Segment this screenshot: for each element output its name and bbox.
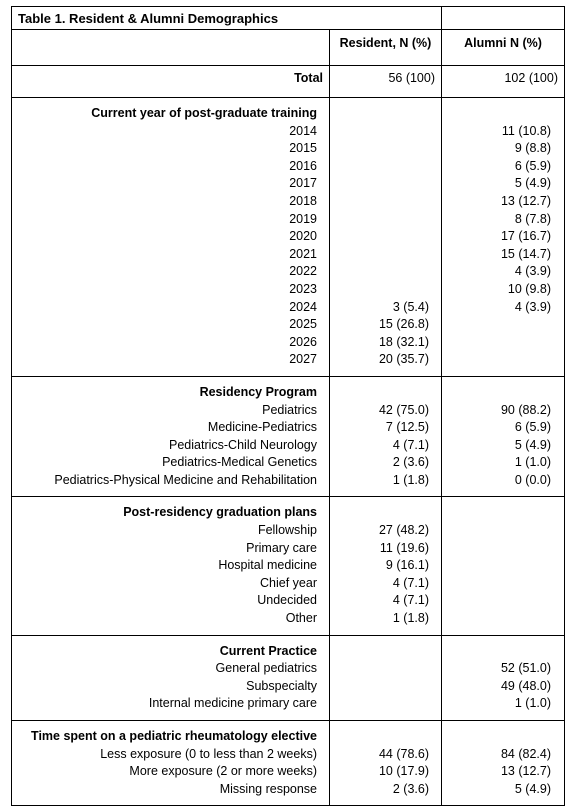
alumni-value: 5 (4.9) bbox=[514, 176, 551, 191]
alumni-value: 10 (9.8) bbox=[507, 281, 551, 296]
section-alumni-cell bbox=[442, 497, 565, 635]
header-row bbox=[12, 30, 565, 66]
alumni-column-header: Alumni N (%) bbox=[442, 30, 565, 66]
alumni-value: 84 (82.4) bbox=[500, 746, 551, 761]
section-heading: Current year of post-graduate training bbox=[91, 106, 317, 120]
section-row bbox=[12, 98, 565, 377]
row-label: Subspecialty bbox=[246, 678, 317, 693]
resident-value bbox=[330, 193, 441, 211]
resident-value: 18 (32.1) bbox=[378, 334, 429, 349]
table-title: Table 1. Resident & Alumni Demographics bbox=[12, 7, 442, 30]
row-label: 2018 bbox=[289, 193, 317, 208]
row-label: Undecided bbox=[257, 593, 317, 608]
resident-value bbox=[330, 246, 441, 264]
row-label: 2014 bbox=[289, 123, 317, 138]
section-heading: Current Practice bbox=[219, 643, 317, 658]
alumni-value bbox=[442, 522, 564, 540]
alumni-value: 5 (4.9) bbox=[514, 437, 551, 452]
alumni-value: 11 (10.8) bbox=[501, 123, 551, 138]
resident-value: 9 (16.1) bbox=[385, 558, 429, 573]
row-label: More exposure (2 or more weeks) bbox=[129, 764, 317, 779]
row-label: Pediatrics-Child Neurology bbox=[169, 437, 317, 452]
spacer bbox=[442, 384, 564, 402]
resident-value: 11 (19.6) bbox=[379, 540, 429, 555]
row-label: Pediatrics bbox=[262, 402, 317, 417]
alumni-value: 6 (5.9) bbox=[514, 420, 551, 435]
alumni-value: 8 (7.8) bbox=[514, 211, 551, 226]
resident-value: 2 (3.6) bbox=[392, 455, 429, 470]
section-alumni-cell bbox=[442, 376, 565, 497]
spacer bbox=[330, 643, 441, 661]
row-label: 2020 bbox=[289, 229, 317, 244]
section-heading: Post-residency graduation plans bbox=[123, 505, 317, 520]
row-label: General pediatrics bbox=[215, 661, 317, 676]
section-resident-cell bbox=[330, 721, 442, 806]
row-label: 2022 bbox=[289, 264, 317, 279]
row-label: 2023 bbox=[289, 281, 317, 296]
alumni-value bbox=[442, 610, 564, 628]
resident-value bbox=[330, 695, 441, 713]
row-label: Less exposure (0 to less than 2 weeks) bbox=[100, 746, 317, 761]
resident-value: 15 (26.8) bbox=[378, 317, 429, 332]
resident-value: 7 (12.5) bbox=[385, 420, 429, 435]
row-label: 2015 bbox=[289, 141, 317, 156]
resident-value bbox=[330, 678, 441, 696]
row-label: Medicine-Pediatrics bbox=[207, 420, 317, 435]
resident-value bbox=[330, 263, 441, 281]
resident-value: 3 (5.4) bbox=[392, 299, 429, 314]
resident-value bbox=[330, 175, 441, 193]
alumni-value: 52 (51.0) bbox=[500, 661, 551, 676]
resident-value bbox=[330, 123, 441, 141]
row-label: 2026 bbox=[289, 334, 317, 349]
spacer bbox=[442, 643, 564, 661]
alumni-value: 1 (1.0) bbox=[514, 696, 551, 711]
resident-value: 27 (48.2) bbox=[378, 523, 429, 538]
alumni-value bbox=[442, 592, 564, 610]
alumni-value: 5 (4.9) bbox=[514, 781, 551, 796]
alumni-value: 6 (5.9) bbox=[514, 158, 551, 173]
section-heading: Time spent on a pediatric rheumatology elective bbox=[31, 729, 317, 743]
row-label: Missing response bbox=[219, 781, 317, 796]
section-row bbox=[12, 497, 565, 635]
alumni-value: 90 (88.2) bbox=[500, 402, 551, 417]
row-label: Internal medicine primary care bbox=[148, 696, 317, 711]
section-row bbox=[12, 721, 565, 806]
resident-value bbox=[330, 158, 441, 176]
alumni-value bbox=[442, 540, 564, 558]
alumni-value bbox=[442, 316, 564, 334]
resident-value: 4 (7.1) bbox=[392, 593, 429, 608]
alumni-value bbox=[442, 575, 564, 593]
row-label: Other bbox=[285, 611, 317, 626]
title-empty-cell bbox=[442, 7, 565, 30]
alumni-value: 4 (3.9) bbox=[514, 264, 551, 279]
section-labels-cell bbox=[12, 635, 330, 720]
demographics-table bbox=[11, 6, 565, 806]
resident-value: 44 (78.6) bbox=[378, 746, 429, 761]
alumni-value bbox=[442, 557, 564, 575]
resident-value: 1 (1.8) bbox=[392, 611, 429, 626]
resident-value bbox=[330, 211, 441, 229]
section-row bbox=[12, 376, 565, 497]
alumni-value: 15 (14.7) bbox=[500, 246, 551, 261]
alumni-value: 13 (12.7) bbox=[500, 764, 551, 779]
spacer bbox=[442, 728, 564, 746]
resident-value bbox=[330, 281, 441, 299]
alumni-value: 13 (12.7) bbox=[500, 193, 551, 208]
resident-value: 1 (1.8) bbox=[392, 472, 429, 487]
total-alumni: 102 (100) bbox=[442, 66, 565, 98]
row-label: 2019 bbox=[289, 211, 317, 226]
section-resident-cell bbox=[330, 497, 442, 635]
header-empty-cell bbox=[12, 30, 330, 66]
alumni-value bbox=[442, 334, 564, 352]
total-row bbox=[12, 66, 565, 98]
alumni-value bbox=[442, 351, 564, 369]
section-labels-cell bbox=[12, 721, 330, 806]
alumni-value: 4 (3.9) bbox=[514, 299, 551, 314]
row-label: Hospital medicine bbox=[218, 558, 317, 573]
section-labels-cell bbox=[12, 497, 330, 635]
spacer bbox=[330, 105, 441, 123]
resident-value: 4 (7.1) bbox=[392, 437, 429, 452]
section-alumni-cell bbox=[442, 721, 565, 806]
section-row bbox=[12, 635, 565, 720]
row-label: 2024 bbox=[289, 299, 317, 314]
resident-value: 10 (17.9) bbox=[378, 764, 429, 779]
spacer bbox=[330, 728, 441, 746]
alumni-value: 17 (16.7) bbox=[500, 229, 551, 244]
section-heading: Residency Program bbox=[199, 384, 317, 399]
alumni-value: 1 (1.0) bbox=[514, 455, 551, 470]
section-labels-cell bbox=[12, 376, 330, 497]
row-label: Pediatrics-Physical Medicine and Rehabilitation bbox=[54, 472, 317, 487]
section-resident-cell bbox=[330, 376, 442, 497]
title-row bbox=[12, 7, 565, 30]
spacer bbox=[330, 504, 441, 522]
total-resident: 56 (100) bbox=[330, 66, 442, 98]
row-label: 2016 bbox=[289, 158, 317, 173]
section-alumni-cell bbox=[442, 98, 565, 377]
spacer bbox=[442, 105, 564, 123]
resident-value: 20 (35.7) bbox=[378, 352, 429, 367]
section-alumni-cell bbox=[442, 635, 565, 720]
resident-value bbox=[330, 660, 441, 678]
total-label: Total bbox=[12, 66, 330, 98]
section-labels-cell bbox=[12, 98, 330, 377]
row-label: Fellowship bbox=[257, 523, 317, 538]
resident-value: 4 (7.1) bbox=[392, 575, 429, 590]
spacer bbox=[330, 384, 441, 402]
row-label: Pediatrics-Medical Genetics bbox=[162, 455, 317, 470]
resident-value bbox=[330, 228, 441, 246]
resident-value bbox=[330, 140, 441, 158]
row-label: 2025 bbox=[289, 317, 317, 332]
alumni-value: 9 (8.8) bbox=[514, 141, 551, 156]
alumni-value: 49 (48.0) bbox=[500, 678, 551, 693]
spacer bbox=[442, 504, 564, 522]
section-resident-cell bbox=[330, 635, 442, 720]
alumni-value: 0 (0.0) bbox=[514, 472, 551, 487]
row-label: Primary care bbox=[246, 540, 317, 555]
row-label: 2017 bbox=[289, 176, 317, 191]
resident-value: 2 (3.6) bbox=[392, 781, 429, 796]
row-label: 2021 bbox=[289, 246, 317, 261]
row-label: Chief year bbox=[260, 575, 317, 590]
section-resident-cell bbox=[330, 98, 442, 377]
row-label: 2027 bbox=[289, 352, 317, 367]
resident-value: 42 (75.0) bbox=[378, 402, 429, 417]
resident-column-header: Resident, N (%) bbox=[330, 30, 442, 66]
